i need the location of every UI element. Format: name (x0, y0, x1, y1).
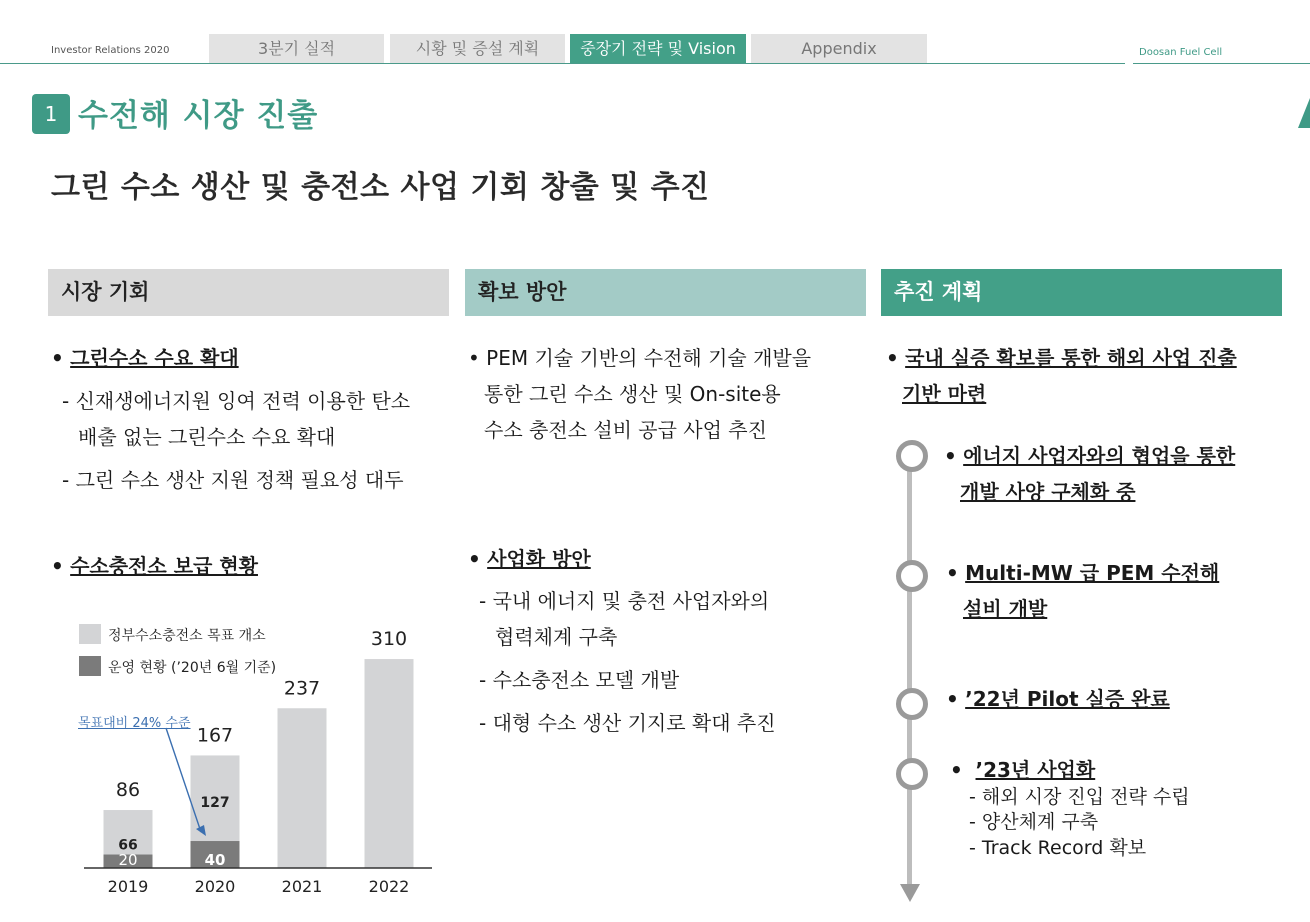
milestone-1-line-2 (960, 474, 1135, 510)
col1-line-1: - 신재생에너지원 잉여 전력 이용한 탄소 (62, 389, 411, 413)
securing-plan-header: 확보 방안 (465, 269, 866, 316)
tab-market-expansion[interactable]: 시황 및 증설 계획 (390, 34, 565, 63)
milestone-2-line-2 (963, 591, 1047, 627)
brand-label: Doosan Fuel Cell (1139, 47, 1223, 58)
milestone-1-text-1: 에너지 사업자와의 협업을 통한 (963, 444, 1236, 468)
commercialization-title: 사업화 방안 (487, 547, 591, 571)
section-title: 수전해 시장 진출 (78, 98, 319, 134)
milestone-3: • ’22년 Pilot 실증 완료 (946, 687, 1170, 711)
bar-gap-label-2020: 127 (200, 795, 230, 812)
bar-target-2022 (365, 659, 414, 868)
timeline-node-2 (896, 560, 928, 592)
x-tick-2019: 2019 (107, 877, 149, 896)
bar-gap-label-2019: 66 (118, 837, 138, 854)
charging-station-status-title: 수소충전소 보급 현황 (70, 554, 258, 578)
commercialization-line-3: - 수소충전소 모델 개발 (479, 668, 680, 692)
plan-intro-text-1: 국내 실증 확보를 통한 해외 사업 진출 (905, 346, 1237, 370)
x-tick-2022: 2022 (368, 877, 410, 896)
milestone-4-sub-3: - Track Record 확보 (969, 837, 1147, 859)
milestone-1-text-2: 개발 사양 구체화 중 (960, 480, 1136, 504)
bar-target-label-2021: 237 (283, 677, 321, 700)
timeline-node-3 (896, 688, 928, 720)
commercialization-line-4: - 대형 수소 생산 기지로 확대 추진 (479, 711, 776, 735)
x-tick-2021: 2021 (281, 877, 323, 896)
bar-current-label-2020: 40 (204, 851, 226, 869)
commercialization-line-1: - 국내 에너지 및 충전 사업자와의 (479, 589, 770, 613)
milestone-4-title-line: • ’23년 사업화 (950, 758, 1096, 782)
plan-intro-text-2: 기반 마련 (902, 382, 987, 406)
milestone-3-text: ’22년 Pilot 실증 완료 (965, 687, 1170, 711)
pem-strategy-line-1: • PEM 기술 기반의 수전해 기술 개발을 (468, 346, 812, 370)
corner-decoration (1298, 98, 1310, 128)
commercialization-line-2: 협력체계 구축 (495, 625, 618, 649)
milestone-4-sub-2: - 양산체계 구축 (969, 811, 1099, 833)
header-divider (0, 63, 1125, 64)
commercialization-bullet: • 사업화 방안 (468, 547, 591, 571)
market-opportunity-header: 시장 기회 (48, 269, 449, 316)
milestone-2-text-1: Multi-MW 급 PEM 수전해 (965, 561, 1220, 585)
bar-target-label-2022: 310 (370, 628, 408, 651)
bar-current-label-2019: 20 (118, 851, 138, 869)
plan-intro-line-2 (902, 376, 986, 412)
milestone-1-line-1: • 에너지 사업자와의 협업을 통한 (944, 444, 1236, 468)
timeline-track (907, 455, 912, 885)
green-hydrogen-demand-title: 그린수소 수요 확대 (70, 346, 239, 370)
chart-annotation: 목표대비 24% 수준 (78, 716, 191, 731)
milestone-2-text-2: 설비 개발 (963, 597, 1048, 621)
pem-strategy-text-1: PEM 기술 기반의 수전해 기술 개발을 (486, 346, 812, 370)
x-tick-2020: 2020 (194, 877, 236, 896)
legend-current-label: 운영 현황 (’20년 6월 기준) (108, 660, 277, 676)
pem-strategy-line-3: 수소 충전소 설비 공급 사업 추진 (484, 418, 767, 442)
execution-plan-header: 추진 계획 (881, 269, 1282, 316)
pem-strategy-line-2: 통한 그린 수소 생산 및 On-site용 (484, 382, 781, 406)
legend-target-label: 정부수소충전소 목표 개소 (108, 628, 266, 644)
bar-target-label-2020: 167 (196, 724, 234, 747)
tab-q3-results[interactable]: 3분기 실적 (209, 34, 384, 63)
green-hydrogen-demand-bullet: • 그린수소 수요 확대 (51, 346, 239, 370)
col1-line-2: 배출 없는 그린수소 수요 확대 (78, 425, 336, 449)
milestone-2-line-1: • Multi-MW 급 PEM 수전해 (946, 561, 1220, 585)
bar-target-2021 (278, 708, 327, 868)
section-number: 1 (32, 94, 70, 134)
bar-target-label-2019: 86 (115, 779, 141, 802)
header-divider-right (1133, 63, 1310, 64)
timeline-node-4 (896, 758, 928, 790)
milestone-4-sub-1: - 해외 시장 진입 전략 수립 (969, 786, 1190, 808)
timeline-node-1 (896, 440, 928, 472)
tab-appendix[interactable]: Appendix (751, 34, 927, 63)
ir-label: Investor Relations 2020 (51, 45, 170, 56)
tab-strategy-vision[interactable]: 중장기 전략 및 Vision (570, 34, 746, 63)
page-title: 그린 수소 생산 및 충전소 사업 기회 창출 및 추진 (51, 170, 710, 205)
col1-line-3: - 그린 수소 생산 지원 정책 필요성 대두 (62, 468, 404, 492)
milestone-4-title: ’23년 사업화 (975, 758, 1096, 782)
timeline-arrow-icon (900, 884, 920, 902)
charging-station-chart (60, 610, 440, 910)
charging-station-status-bullet: • 수소충전소 보급 현황 (51, 554, 258, 578)
plan-intro-line-1: • 국내 실증 확보를 통한 해외 사업 진출 (886, 346, 1237, 370)
